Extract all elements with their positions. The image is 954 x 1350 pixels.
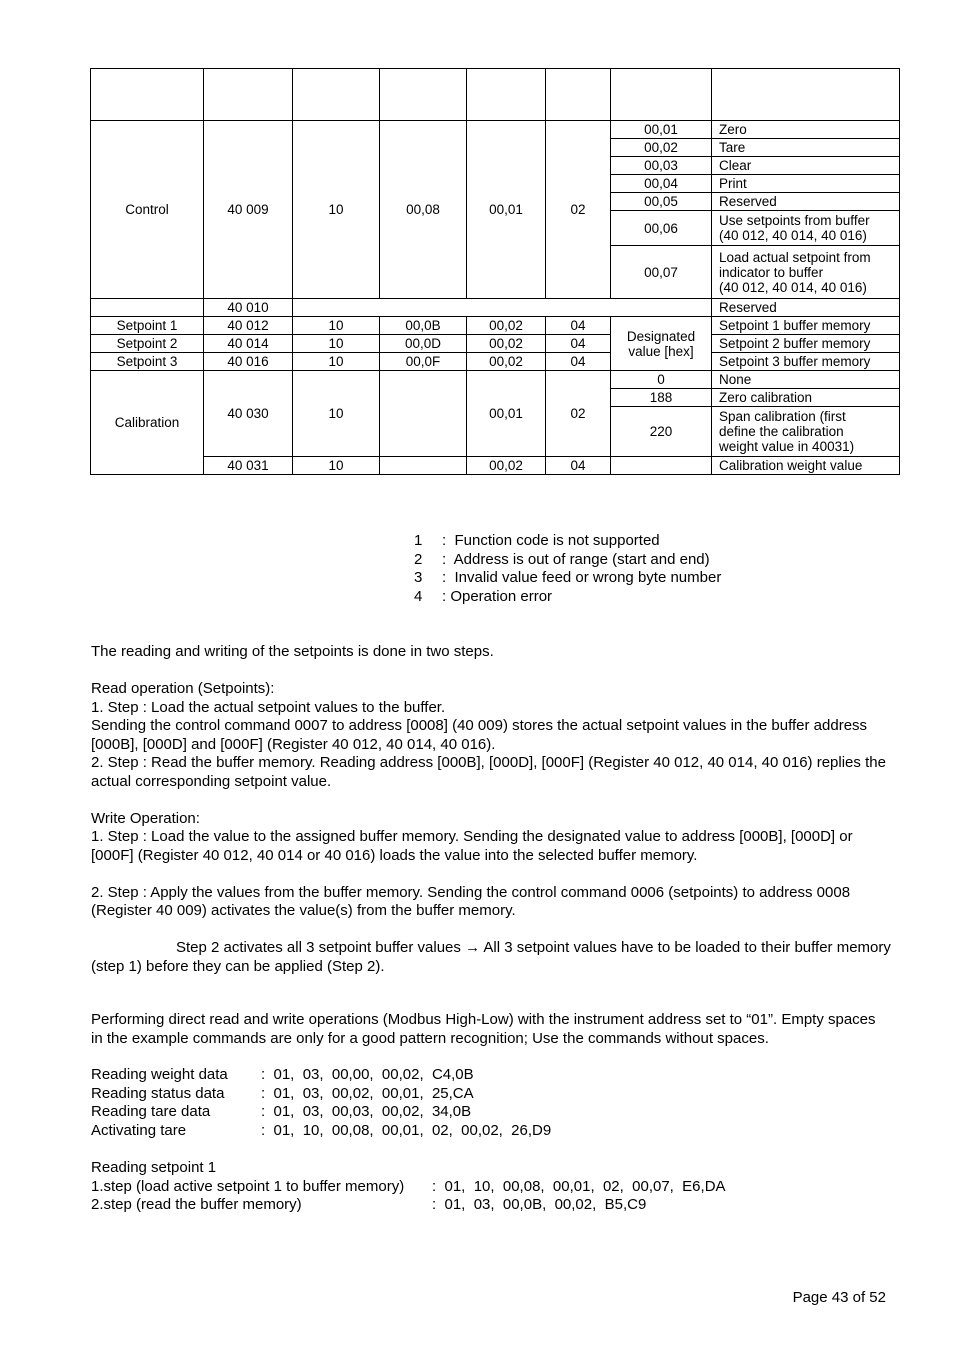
write-step2: 2. Step : Apply the values from the buffer memory. Sending the control command 0006 (setpoints) to address 0008 (Register 40 009) activates the value(s) from the buffer memory. — [91, 883, 851, 919]
calibration-register: 40 030 — [204, 371, 293, 457]
table-row — [91, 353, 900, 371]
desc-line: (40 012, 40 014, 40 016) — [719, 279, 867, 295]
setpoint-function-code: 10 — [293, 353, 380, 371]
control-value: 00,07 — [611, 246, 712, 299]
table-row — [91, 335, 900, 353]
list-item — [91, 1178, 726, 1197]
setpoint-quantity: 00,02 — [467, 335, 546, 353]
calibration-quantity: 00,01 — [467, 371, 546, 457]
control-desc: Reserved — [712, 193, 900, 211]
calibration-value: 188 — [611, 389, 712, 407]
error-text: : Address is out of range (start and end) — [442, 550, 710, 568]
example-label: Activating tare — [91, 1121, 187, 1139]
reserved-desc: Reserved — [712, 299, 900, 317]
desc-line: Span calibration (first — [719, 409, 846, 424]
control-bytes: 02 — [546, 121, 611, 299]
example-commands — [91, 1066, 551, 1140]
control-desc: Zero — [712, 121, 900, 139]
error-code-list — [414, 532, 721, 606]
setpoint-address: 00,0B — [380, 317, 467, 335]
setpoint-function-code: 10 — [293, 317, 380, 335]
setpoint-bytes: 04 — [546, 353, 611, 371]
control-register: 40 009 — [204, 121, 293, 299]
write-title: Write Operation: — [91, 809, 200, 827]
table-header-row — [91, 69, 900, 121]
list-item — [91, 1122, 551, 1141]
desc-line: define the calibration — [719, 424, 844, 439]
example-command: : 01, 03, 00,03, 00,02, 34,0B — [261, 1103, 472, 1120]
value-line: Designated — [626, 328, 696, 344]
list-item — [414, 532, 721, 551]
calibration-bytes: 02 — [546, 371, 611, 457]
setpoint-read-title: Reading setpoint 1 — [91, 1159, 217, 1176]
list-item — [414, 551, 721, 570]
list-item — [91, 1103, 551, 1122]
error-number: 3 — [414, 569, 423, 586]
desc-line: Load actual setpoint from — [719, 249, 871, 265]
example-label: Reading status data — [91, 1084, 225, 1102]
reserved-register: 40 010 — [204, 299, 293, 317]
error-number: 2 — [414, 550, 423, 568]
read-step2: 2. Step : Read the buffer memory. Reading address [000B], [000D], [000F] (Register 40 012, 40 014, 40 016) replies the actual corresponding setpoint value. — [91, 754, 886, 790]
setpoint-register: 40 014 — [204, 335, 293, 353]
setpoint-name: Setpoint 2 — [91, 335, 204, 353]
calib-weight-register: 40 031 — [204, 457, 293, 475]
setpoint-read-example — [91, 1159, 726, 1215]
table-row — [91, 317, 900, 335]
desc-line: (40 012, 40 014, 40 016) — [719, 228, 867, 243]
error-text: : Operation error — [442, 587, 553, 605]
read-step1-detail: Sending the control command 0007 to address [0008] (40 009) stores the actual setpoint values in the buffer address [000B], [000D] and [000F] (Register 40 012, 40 014, 40 016). — [91, 717, 868, 753]
setpoint-address: 00,0F — [380, 353, 467, 371]
setpoint-desc: Setpoint 1 buffer memory — [712, 317, 900, 335]
control-value: 00,06 — [611, 211, 712, 246]
example-command: : 01, 03, 00,02, 00,01, 25,CA — [261, 1084, 474, 1102]
write-step1: 1. Step : Load the value to the assigned buffer memory. Sending the designated value to address [000B], [000D] or [000F] (Register 40 012, 40 014 or 40 016) loads the value into the selected buffer memory. — [91, 828, 853, 864]
control-value: 00,05 — [611, 193, 712, 211]
control-value: 00,03 — [611, 157, 712, 175]
control-address: 00,08 — [380, 121, 467, 299]
setpoint-name: Setpoint 1 — [91, 317, 204, 335]
calib-weight-quantity: 00,02 — [467, 457, 546, 475]
note-text: Step 2 activates all 3 setpoint buffer values → All 3 setpoint values have to be loaded to their buffer memory (step 1) before they can be applied (Step 2). — [91, 939, 891, 975]
list-item — [91, 1085, 551, 1104]
desc-line: Use setpoints from buffer — [719, 213, 870, 228]
calibration-desc: None — [712, 371, 900, 389]
step-label: 1.step (load active setpoint 1 to buffer memory) — [91, 1177, 405, 1195]
setpoint-quantity: 00,02 — [467, 353, 546, 371]
control-desc — [712, 246, 900, 299]
list-item — [414, 569, 721, 588]
setpoint-instructions — [91, 643, 891, 976]
step-command: : 01, 10, 00,08, 00,01, 02, 00,07, E6,DA — [432, 1177, 726, 1195]
register-table — [90, 68, 900, 475]
list-item — [414, 588, 721, 607]
desc-line: weight value in 40031) — [719, 439, 855, 454]
control-value: 00,01 — [611, 121, 712, 139]
error-number: 4 — [414, 587, 423, 605]
setpoint-value — [611, 317, 712, 371]
step-command: : 01, 03, 00,0B, 00,02, B5,C9 — [432, 1196, 647, 1213]
table-row — [91, 371, 900, 389]
step-label: 2.step (read the buffer memory) — [91, 1196, 302, 1213]
calibration-value: 0 — [611, 371, 712, 389]
calib-weight-function-code: 10 — [293, 457, 380, 475]
value-line: value [hex] — [628, 343, 694, 359]
examples-intro: Performing direct read and write operations (Modbus High-Low) with the instrument address set to “01”. Empty spaces in the example commands are only for a good pattern recognition; Use the commands without spaces. — [91, 1011, 876, 1047]
table-row — [91, 299, 900, 317]
setpoint-function-code: 10 — [293, 335, 380, 353]
setpoint-bytes: 04 — [546, 335, 611, 353]
calibration-function-code: 10 — [293, 371, 380, 457]
control-value: 00,02 — [611, 139, 712, 157]
setpoint-bytes: 04 — [546, 317, 611, 335]
intro-text: The reading and writing of the setpoints is done in two steps. — [91, 643, 494, 660]
calibration-desc: Zero calibration — [712, 389, 900, 407]
calibration-value: 220 — [611, 407, 712, 457]
example-label: Reading tare data — [91, 1103, 211, 1120]
setpoint-register: 40 012 — [204, 317, 293, 335]
example-label: Reading weight data — [91, 1066, 228, 1083]
calibration-name: Calibration — [91, 371, 204, 475]
control-name: Control — [91, 121, 204, 299]
calib-weight-desc: Calibration weight value — [712, 457, 900, 475]
calibration-desc — [712, 407, 900, 457]
control-desc: Print — [712, 175, 900, 193]
control-desc: Clear — [712, 157, 900, 175]
read-step1: 1. Step : Load the actual setpoint values to the buffer. — [91, 698, 446, 716]
list-item — [91, 1196, 726, 1215]
example-command: : 01, 03, 00,00, 00,02, C4,0B — [261, 1066, 474, 1083]
read-title: Read operation (Setpoints): — [91, 680, 275, 697]
desc-line: indicator to buffer — [719, 264, 824, 280]
error-number: 1 — [414, 532, 423, 549]
example-command: : 01, 10, 00,08, 00,01, 02, 00,02, 26,D9 — [261, 1121, 552, 1139]
control-desc — [712, 211, 900, 246]
setpoint-name: Setpoint 3 — [91, 353, 204, 371]
control-function-code: 10 — [293, 121, 380, 299]
setpoint-desc: Setpoint 3 buffer memory — [712, 353, 900, 371]
list-item — [91, 1066, 551, 1085]
page-number: Page 43 of 52 — [792, 1289, 886, 1306]
table-row — [91, 121, 900, 139]
calib-weight-bytes: 04 — [546, 457, 611, 475]
error-text: : Function code is not supported — [442, 532, 660, 549]
table-row — [91, 457, 900, 475]
control-value: 00,04 — [611, 175, 712, 193]
control-desc: Tare — [712, 139, 900, 157]
setpoint-quantity: 00,02 — [467, 317, 546, 335]
setpoint-address: 00,0D — [380, 335, 467, 353]
error-text: : Invalid value feed or wrong byte number — [442, 569, 722, 586]
setpoint-register: 40 016 — [204, 353, 293, 371]
control-quantity: 00,01 — [467, 121, 546, 299]
setpoint-desc: Setpoint 2 buffer memory — [712, 335, 900, 353]
